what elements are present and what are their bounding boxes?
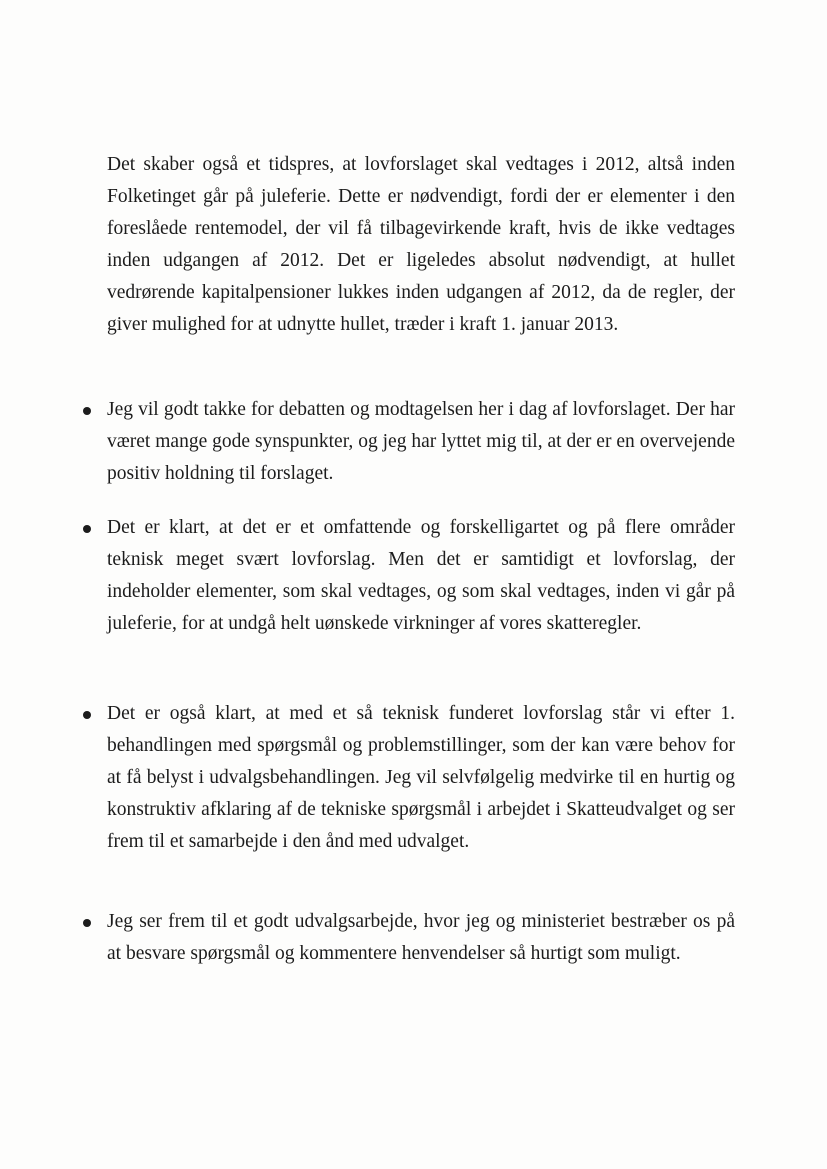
bullet-text: Det er klart, at det er et omfattende og forskelligartet og på flere områder teknisk meget svært lovforslag. Men det er samtidigt et lovforslag, der indeholder elementer, som skal vedtages, og som skal vedtages, inden vi går på juleferie, for at undgå helt uønskede virkninger af vores skatteregler. — [107, 517, 735, 634]
bullet-icon — [83, 525, 91, 533]
bullet-text: Jeg vil godt takke for debatten og modtagelsen her i dag af lovforslaget. Der har været mange gode synspunkter, og jeg har lyttet mig til, at der er en overvejende positiv holdning til forslaget. — [107, 399, 735, 484]
bullet-text: Det er også klart, at med et så teknisk funderet lovforslag står vi efter 1. behandlingen med spørgsmål og problemstillinger, som der kan være behov for at få belyst i udvalgsbehandlingen. Jeg vil selvfølgelig medvirke til en hurtig og konstruktiv afklaring af de tekniske spørgsmål i arbejdet i Skatteudvalget og ser frem til et samarbejde i den ånd med udvalget. — [107, 703, 735, 852]
intro-paragraph: Det skaber også et tidspres, at lovforslaget skal vedtages i 2012, altså inden Folketinget går på juleferie. Dette er nødvendigt, fordi der er elementer i den foreslåede rentemodel, der vil få tilbagevirkende kraft, hvis de ikke vedtages inden udgangen af 2012. Det er ligeledes absolut nødvendigt, at hullet vedrørende kapitalpensioner lukkes inden udgangen af 2012, da de regler, der giver mulighed for at udnytte hullet, træder i kraft 1. januar 2013. — [107, 154, 735, 335]
bullet-text: Jeg ser frem til et godt udvalgsarbejde, hvor jeg og ministeriet bestræber os på at besvare spørgsmål og kommentere henvendelser så hurtigt som muligt. — [107, 911, 735, 964]
bullet-icon — [83, 711, 91, 719]
bullet-icon — [83, 407, 91, 415]
bullet-icon — [83, 919, 91, 927]
